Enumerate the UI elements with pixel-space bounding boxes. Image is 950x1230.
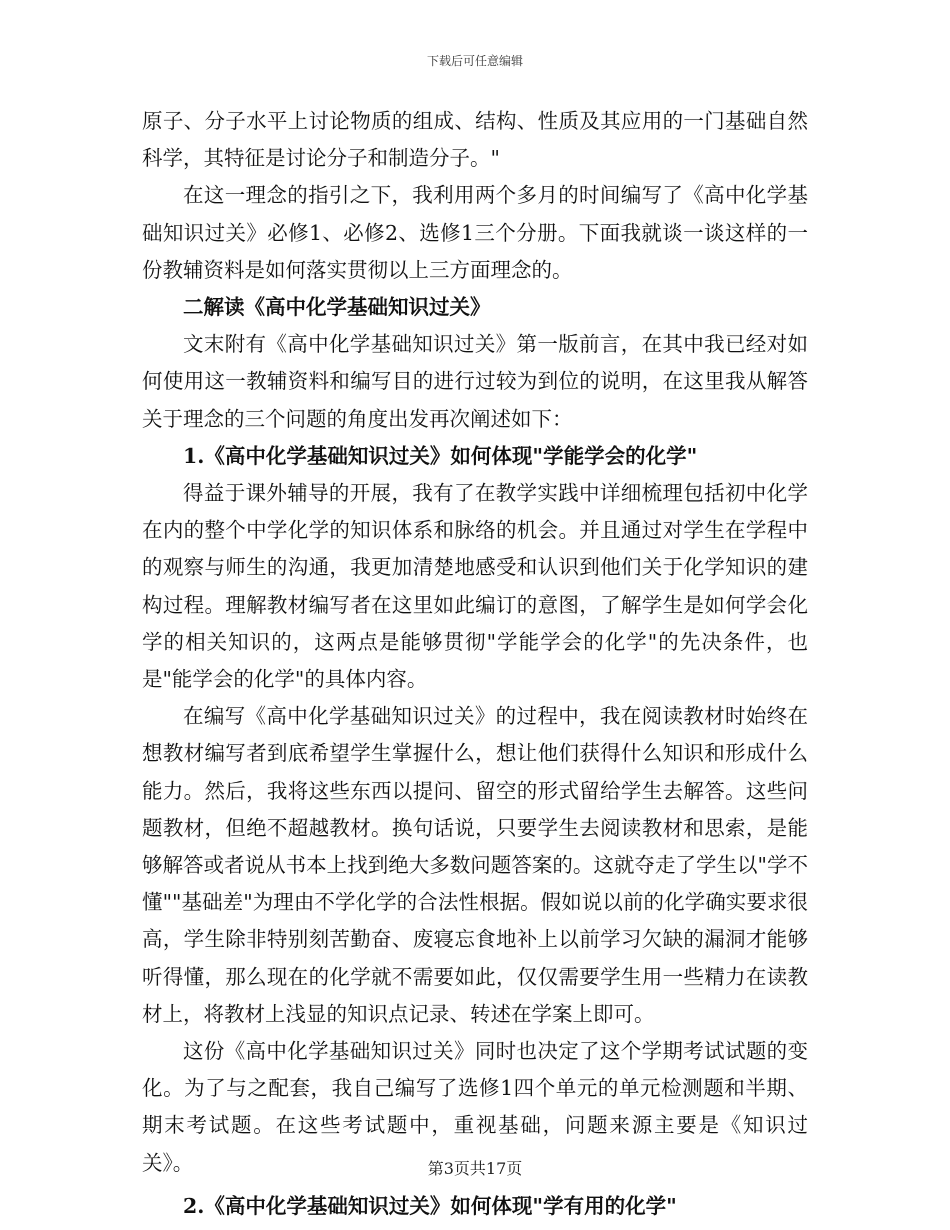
- document-body: [142, 103, 808, 1225]
- paragraph: 在这一理念的指引之下，我利用两个多月的时间编写了《高中化学基础知识过关》必修1、必修2、选修1三个分册。下面我就谈一谈这样的一份教辅资料是如何落实贯彻以上三方面理念的。: [142, 183, 808, 282]
- page-footer: 第3页共17页: [427, 1159, 523, 1178]
- paragraph: 在编写《高中化学基础知识过关》的过程中，我在阅读教材时始终在想教材编写者到底希望学生掌握什么，想让他们获得什么知识和形成什么能力。然后，我将这些东西以提问、留空的形式留给学生去解答。这些问题教材，但绝不超越教材。换句话说，只要学生去阅读教材和思索，是能够解答或者说从书本上找到绝大多数问题答案的。这就夺走了学生以"学不懂""基础差"为理由不学化学的合法性根据。假如说以前的化学确实要求很高，学生除非特别刻苦勤奋、废寝忘食地补上以前学习欠缺的漏洞才能够听得懂，那么现在的化学就不需要如此，仅仅需要学生用一些精力在读教材上，将教材上浅显的知识点记录、转述在学案上即可。: [142, 704, 808, 1026]
- subsection-heading: 2.《高中化学基础知识过关》如何体现"学有用的化学": [183, 1193, 677, 1218]
- paragraph-continued: 原子、分子水平上讨论物质的组成、结构、性质及其应用的一门基础自然科学，其特征是讨论分子和制造分子。": [142, 109, 808, 171]
- section-heading: 二解读《高中化学基础知识过关》: [183, 295, 491, 320]
- paragraph: 这份《高中化学基础知识过关》同时也决定了这个学期考试试题的变化。为了与之配套，我自己编写了选修1四个单元的单元检测题和半期、期末考试题。在这些考试题中，重视基础，问题来源主要是《知识过关》。: [142, 1039, 808, 1175]
- paragraph: 得益于课外辅导的开展，我有了在教学实践中详细梳理包括初中化学在内的整个中学化学的知识体系和脉络的机会。并且通过对学生在学程中的观察与师生的沟通，我更加清楚地感受和认识到他们关于化学知识的建构过程。理解教材编写者在这里如此编订的意图，了解学生是如何学会化学的相关知识的，这两点是能够贯彻"学能学会的化学"的先决条件，也是"能学会的化学"的具体内容。: [142, 481, 808, 692]
- paragraph: 文末附有《高中化学基础知识过关》第一版前言，在其中我已经对如何使用这一教辅资料和编写目的进行过较为到位的说明，在这里我从解答关于理念的三个问题的角度出发再次阐述如下：: [142, 332, 808, 431]
- subsection-heading: 1.《高中化学基础知识过关》如何体现"学能学会的化学": [183, 443, 698, 468]
- page-header: 下载后可任意编辑: [426, 54, 523, 68]
